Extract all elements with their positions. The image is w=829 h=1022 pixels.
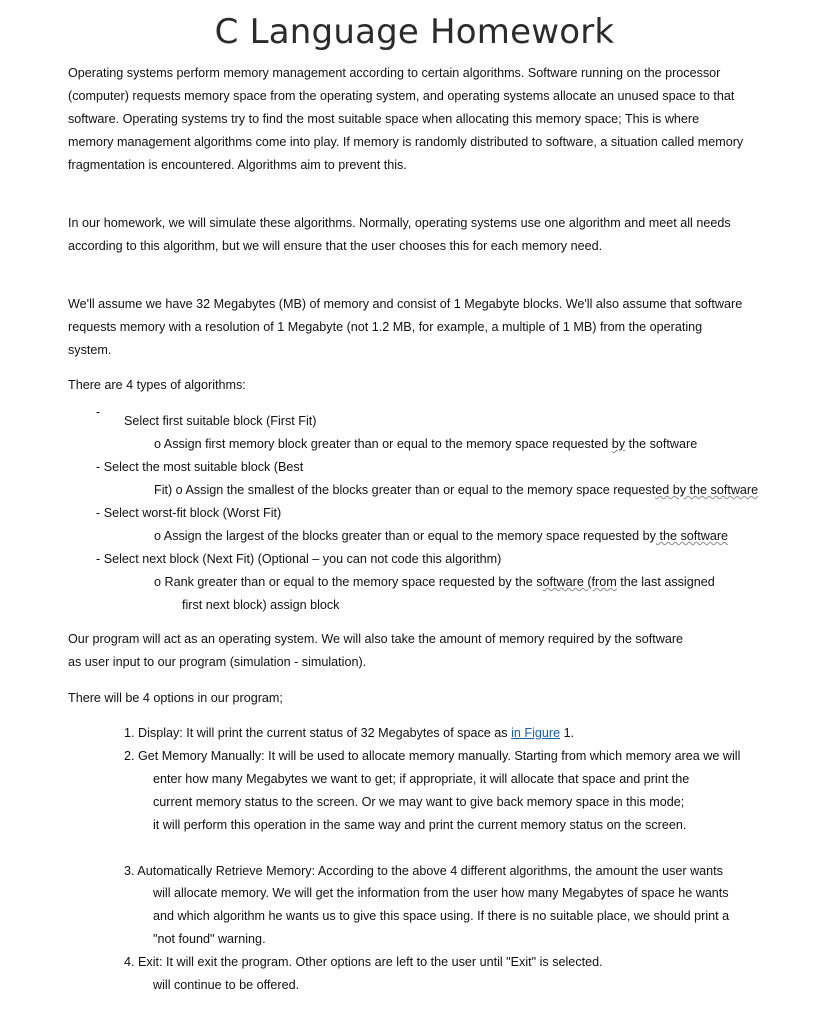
paragraph-line: software. Operating systems try to find the most suitable space when allocating this memory space; This is where xyxy=(68,112,700,126)
algorithm-best-fit: - Select the most suitable block (Best xyxy=(96,460,304,474)
paragraph-line: fragmentation is encountered. Algorithms aim to prevent this. xyxy=(68,158,407,172)
algorithm-next-fit-desc: o Rank greater than or equal to the memory space requested by the software (from the last assigned xyxy=(154,575,715,589)
paragraph-line: as user input to our program (simulation - simulation). xyxy=(68,655,367,669)
algorithm-worst-fit-desc: o Assign the largest of the blocks greater than or equal to the memory space requested by the software xyxy=(154,529,729,543)
option-exit: 4. Exit: It will exit the program. Other options are left to the user until "Exit" is selected. xyxy=(124,955,603,969)
option-automatic-cont: "not found" warning. xyxy=(153,932,266,946)
algorithm-first-fit: Select first suitable block (First Fit) xyxy=(124,414,317,428)
paragraph-line: Our program will act as an operating system. We will also take the amount of memory required by the software xyxy=(68,632,684,646)
option-automatic-cont: will allocate memory. We will get the information from the user how many Megabytes of space he wants xyxy=(153,886,729,900)
list-dash: - xyxy=(96,405,101,419)
algorithm-next-fit: - Select next block (Next Fit) (Optional – you can not code this algorithm) xyxy=(96,552,502,566)
option-display: 1. Display: It will print the current status of 32 Megabytes of space as in Figure 1. xyxy=(124,726,575,740)
option-manual-cont: it will perform this operation in the same way and print the current memory status on the screen. xyxy=(153,818,687,832)
paragraph-line: We'll assume we have 32 Megabytes (MB) of memory and consist of 1 Megabyte blocks. We'll also assume that software xyxy=(68,297,743,311)
algorithm-first-fit-desc: o Assign first memory block greater than or equal to the memory space requested by the software xyxy=(154,437,698,451)
paragraph-line: according to this algorithm, but we will ensure that the user chooses this for each memory need. xyxy=(68,239,603,253)
option-exit-cont: will continue to be offered. xyxy=(153,978,300,992)
option-manual-cont: current memory status to the screen. Or we may want to give back memory space in this mode; xyxy=(153,795,685,809)
algorithm-next-fit-desc-cont: first next block) assign block xyxy=(182,598,340,612)
paragraph-line: requests memory with a resolution of 1 Megabyte (not 1.2 MB, for example, a multiple of 1 MB) from the operating xyxy=(68,320,703,334)
algorithms-intro: There are 4 types of algorithms: xyxy=(68,378,246,392)
paragraph-line: system. xyxy=(68,343,112,357)
option-automatic: 3. Automatically Retrieve Memory: According to the above 4 different algorithms, the amount the user wants xyxy=(124,864,723,878)
option-automatic-cont: and which algorithm he wants us to give this space using. If there is no suitable place, we should print a xyxy=(153,909,730,923)
options-intro: There will be 4 options in our program; xyxy=(68,691,283,705)
paragraph-line: In our homework, we will simulate these algorithms. Normally, operating systems use one algorithm and meet all needs xyxy=(68,216,731,230)
figure-link[interactable]: in Figure xyxy=(511,726,561,740)
option-manual-cont: enter how many Megabytes we want to get; if appropriate, it will allocate that space and print the xyxy=(153,772,690,786)
algorithm-worst-fit: - Select worst-fit block (Worst Fit) xyxy=(96,506,282,520)
page-title: C Language Homework xyxy=(214,12,615,52)
paragraph-line: Operating systems perform memory management according to certain algorithms. Software running on the processor xyxy=(68,66,721,80)
option-manual: 2. Get Memory Manually: It will be used to allocate memory manually. Starting from which memory area we will xyxy=(124,749,741,763)
algorithm-best-fit-desc: Fit) o Assign the smallest of the blocks greater than or equal to the memory space requested by the software xyxy=(154,483,759,497)
paragraph-line: (computer) requests memory space from the operating system, and operating systems allocate an unused space to that xyxy=(68,89,735,103)
paragraph-line: memory management algorithms come into play. If memory is randomly distributed to software, a situation called memory xyxy=(68,135,744,149)
